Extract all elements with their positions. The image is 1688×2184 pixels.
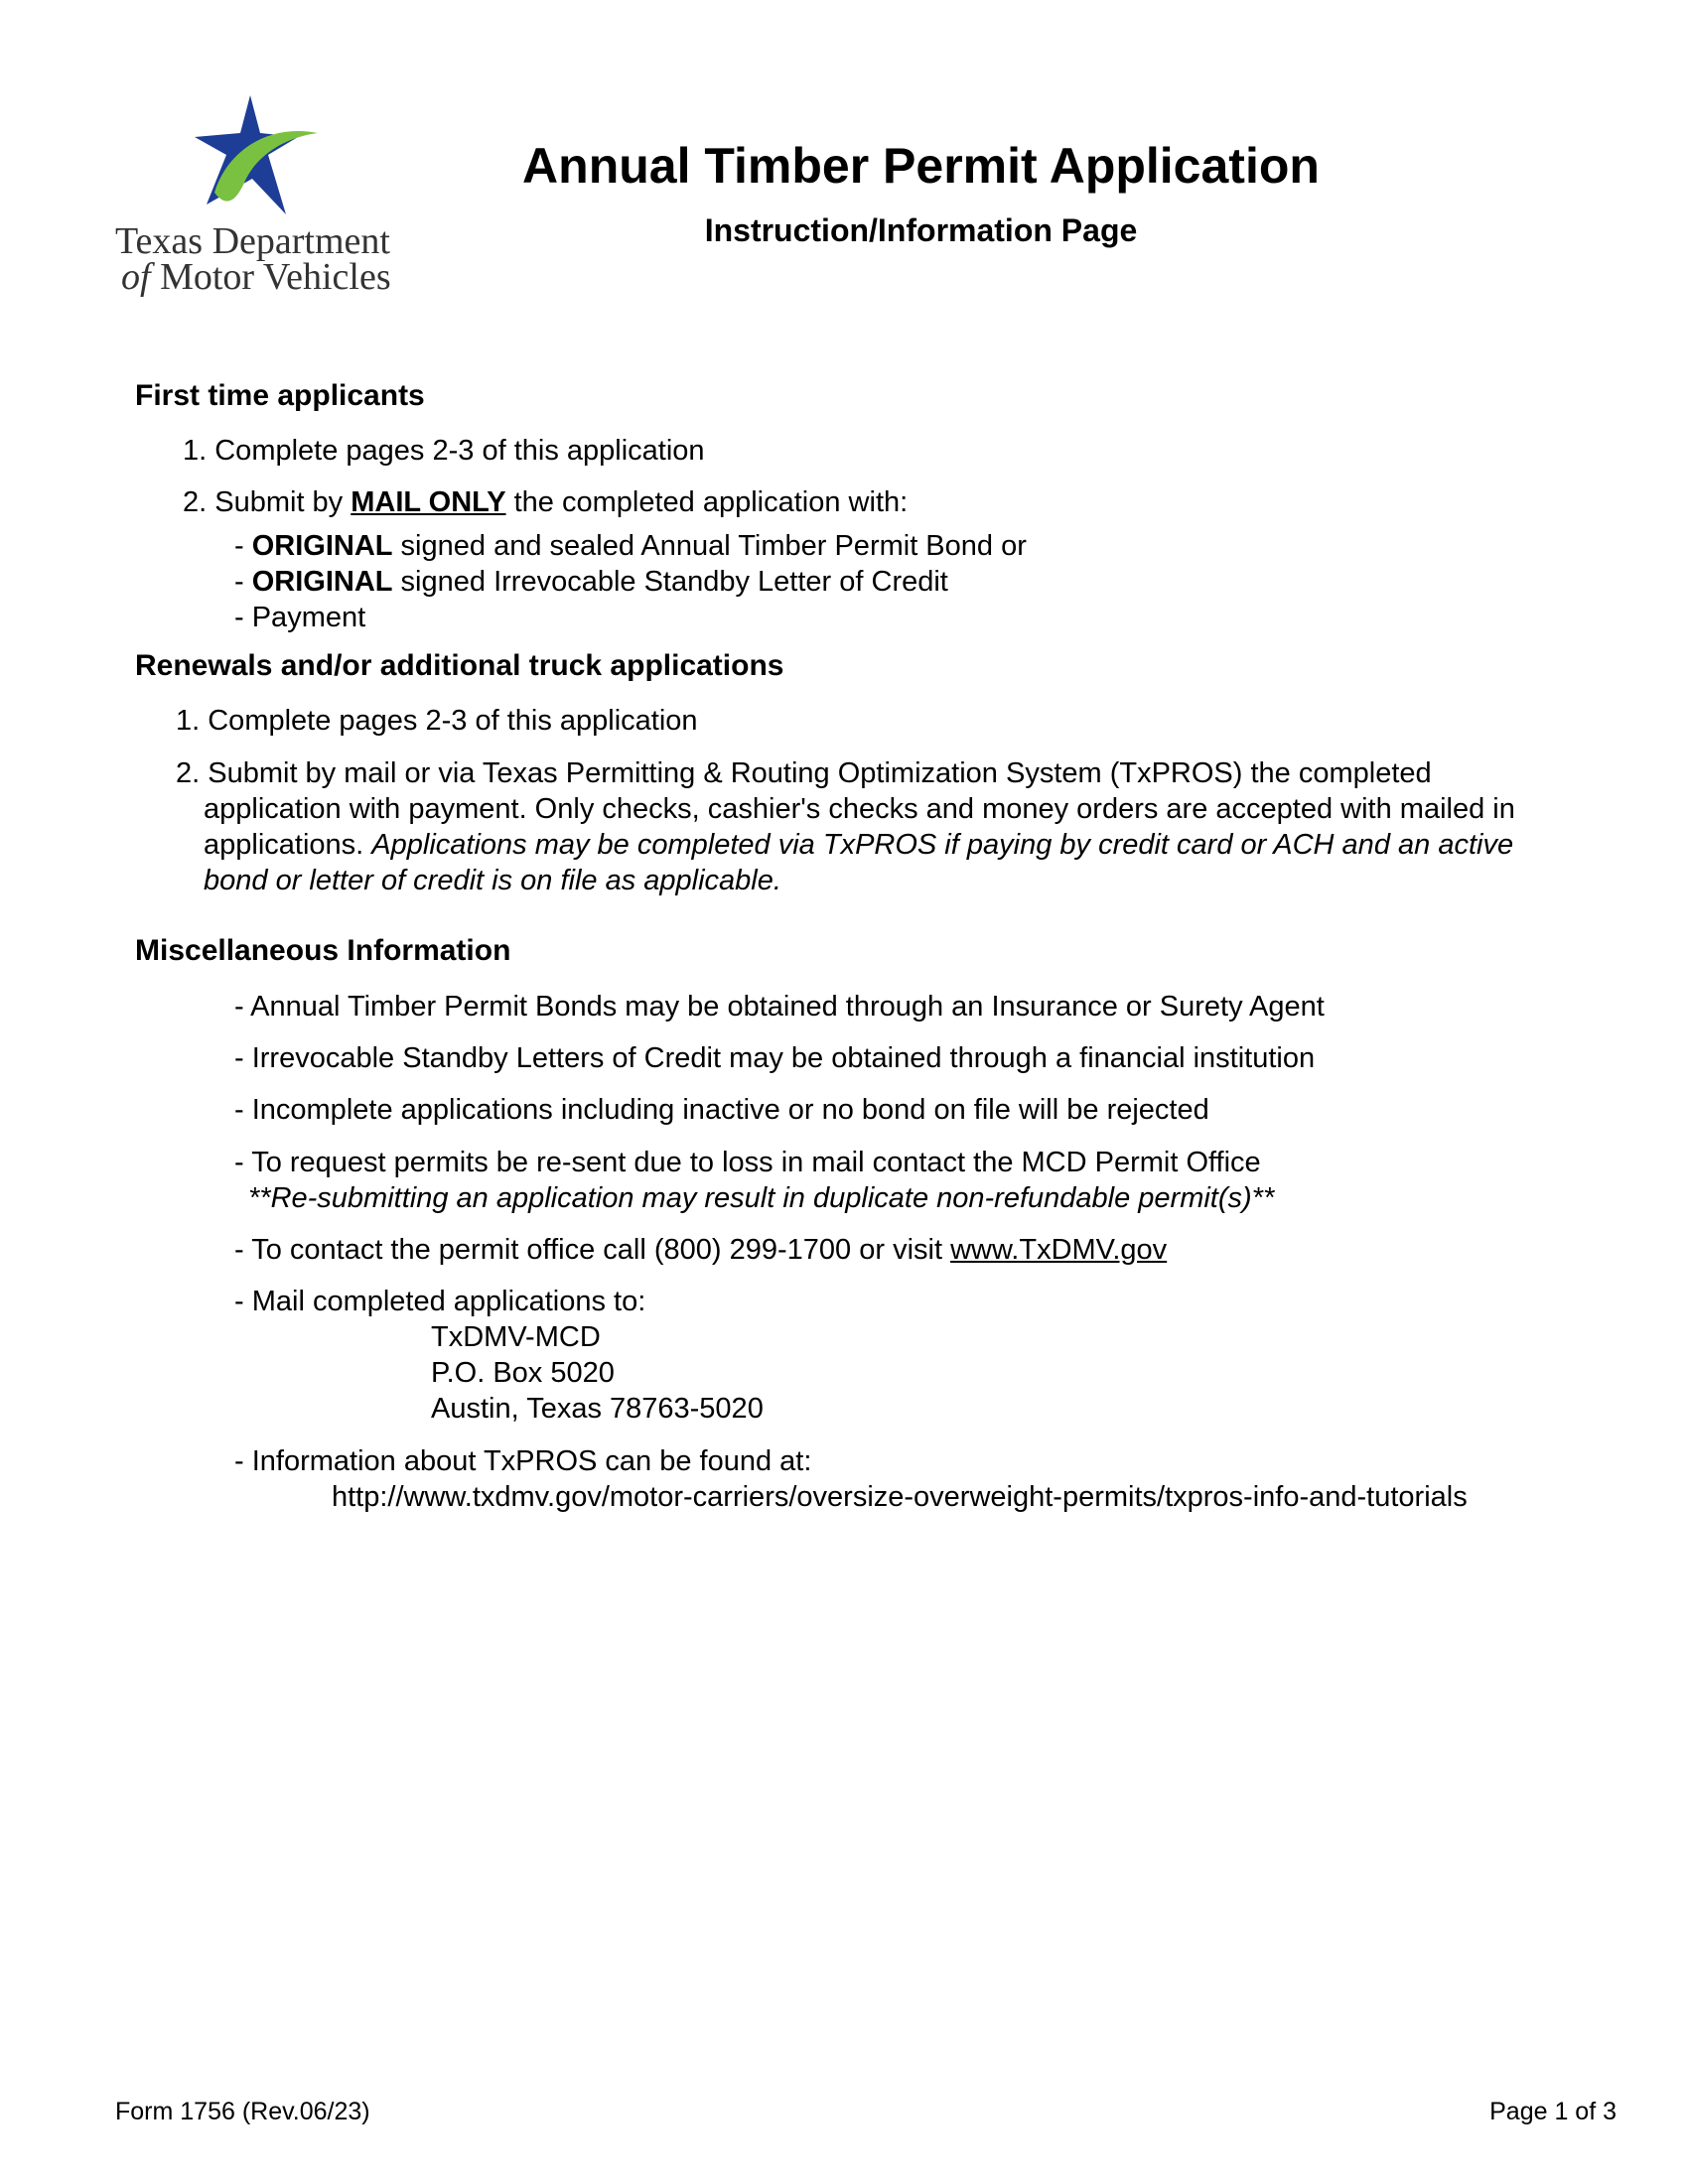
txpros-info-url[interactable]: http://www.txdmv.gov/motor-carriers/oversize-overweight-permits/txpros-info-and-tutorials (332, 1481, 1468, 1513)
misc-item-resend-note: **Re-submitting an application may result in duplicate non-refundable permit(s)** (248, 1182, 1275, 1214)
misc-item-contact: - To contact the permit office call (800) 299-1700 or visit www.TxDMV.gov (234, 1234, 1168, 1266)
mail-address-line: P.O. Box 5020 (431, 1357, 615, 1389)
footer-page-number: Page 1 of 3 (1489, 2098, 1617, 2125)
logo-line2-rest: Motor Vehicles (150, 256, 391, 298)
page-title: Annual Timber Permit Application (522, 138, 1320, 194)
misc-heading: Miscellaneous Information (135, 934, 511, 967)
renewals-step2-line3: applications. Applications may be completed via TxPROS if paying by credit card or ACH and an active (204, 829, 1514, 861)
logo-line2-of: of (121, 256, 151, 298)
misc-item-incomplete: - Incomplete applications including inactive or no bond on file will be rejected (234, 1094, 1209, 1126)
renewals-step2-line1: 2. Submit by mail or via Texas Permitting & Routing Optimization System (TxPROS) the completed (176, 757, 1432, 789)
first-time-step2: 2. Submit by MAIL ONLY the completed application with: (183, 486, 909, 518)
first-time-step1: 1. Complete pages 2-3 of this application (183, 435, 705, 467)
mail-only-emphasis: MAIL ONLY (351, 486, 506, 518)
mail-address-line: Austin, Texas 78763-5020 (431, 1393, 764, 1425)
misc-item-bonds: - Annual Timber Permit Bonds may be obtained through an Insurance or Surety Agent (234, 991, 1325, 1023)
logo-line1: Texas Department (115, 220, 390, 262)
renewals-step2-line2: application with payment. Only checks, cashier's checks and money orders are accepted with mailed in (204, 793, 1515, 825)
logo (115, 91, 403, 300)
mail-address-line: TxDMV-MCD (431, 1321, 601, 1353)
misc-item-resend: - To request permits be re-sent due to loss in mail contact the MCD Permit Office (234, 1147, 1261, 1178)
renewals-step2-line4: bond or letter of credit is on file as applicable. (204, 865, 781, 896)
renewals-step1: 1. Complete pages 2-3 of this application (176, 705, 698, 737)
page-subtitle: Instruction/Information Page (704, 212, 1138, 248)
first-time-item: - ORIGINAL signed and sealed Annual Timber Permit Bond or (234, 530, 1027, 562)
txdmv-website-link[interactable]: www.TxDMV.gov (950, 1234, 1168, 1266)
renewals-heading: Renewals and/or additional truck applications (135, 649, 784, 682)
first-time-item: - ORIGINAL signed Irrevocable Standby Letter of Credit (234, 566, 948, 598)
first-time-heading: First time applicants (135, 379, 425, 412)
misc-item-txpros: - Information about TxPROS can be found at: (234, 1445, 812, 1477)
misc-item-letters: - Irrevocable Standby Letters of Credit may be obtained through a financial institution (234, 1042, 1316, 1074)
first-time-item: - Payment (234, 602, 366, 633)
misc-item-mail: - Mail completed applications to: (234, 1286, 646, 1317)
footer-form-number: Form 1756 (Rev.06/23) (115, 2098, 370, 2125)
